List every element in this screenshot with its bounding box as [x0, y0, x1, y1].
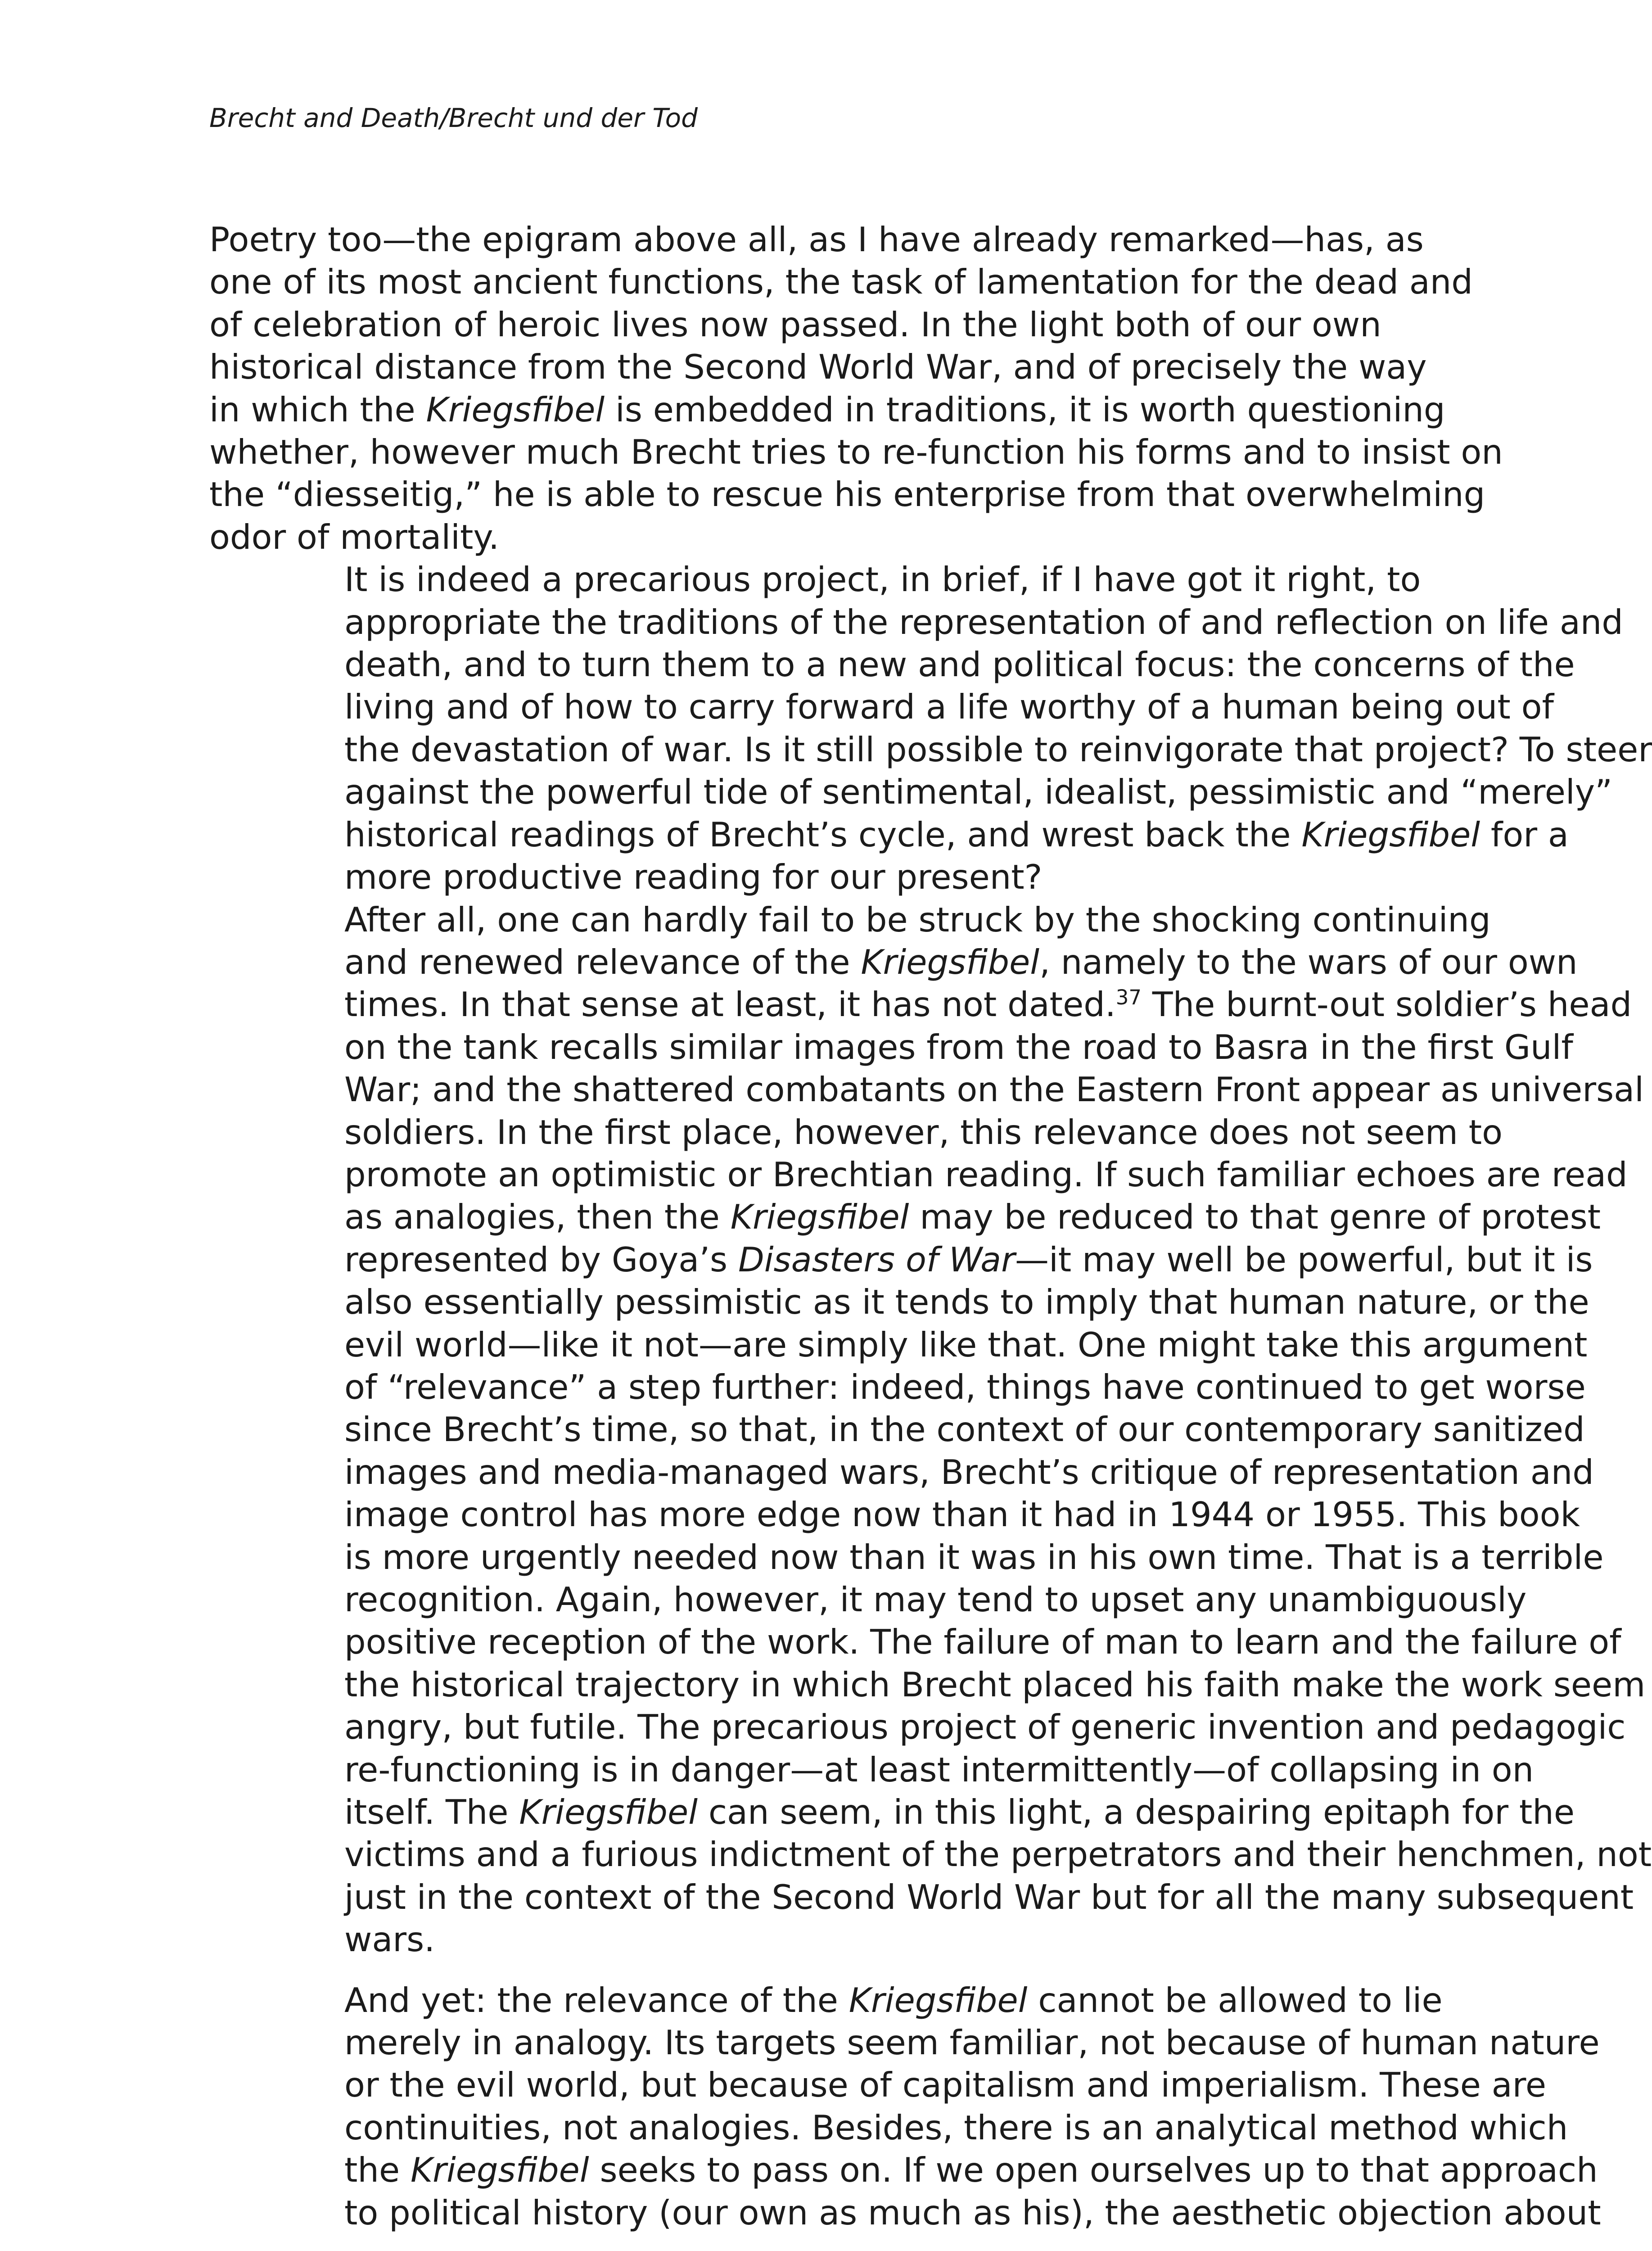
- text-run: the “diesseitig,” he is able to rescue his enterprise from that overwhelming: [209, 475, 1485, 515]
- text-run: War; and the shattered combatants on the Eastern Front appear as universal: [344, 1070, 1644, 1110]
- text-run: images and media-managed wars, Brecht’s critique of representation and: [344, 1452, 1594, 1492]
- text-line: [209, 1791, 1575, 1833]
- text-run: in which the: [209, 389, 426, 429]
- text-run: itself. The: [344, 1792, 519, 1832]
- text-run: and renewed relevance of the: [344, 942, 861, 982]
- text-line: [209, 1153, 1628, 1196]
- text-run: represented by Goya’s: [344, 1239, 738, 1279]
- paragraph: [209, 218, 1503, 558]
- text-run: angry, but futile. The precarious project of generic invention and pedagogic: [344, 1707, 1626, 1747]
- text-line: [209, 1408, 1585, 1451]
- text-run: the devastation of war. Is it still possible to reinvigorate that project? To steer: [344, 729, 1652, 769]
- text-line: [209, 643, 1575, 686]
- text-line: [209, 686, 1554, 728]
- text-run: just in the context of the Second World War but for all the many subsequent: [344, 1877, 1634, 1917]
- text-run: living and of how to carry forward a life worthy of a human being out of: [344, 687, 1554, 727]
- text-run: the: [344, 2150, 411, 2190]
- text-line: [209, 1196, 1601, 1238]
- text-run: —it may well be powerful, but it is: [1015, 1239, 1593, 1279]
- italic-title: Kriegsfibel: [849, 1980, 1028, 2020]
- text-run: promote an optimistic or Brechtian reading. If such familiar echoes are read: [344, 1154, 1628, 1194]
- text-line: [209, 1111, 1503, 1153]
- text-run: death, and to turn them to a new and political focus: the concerns of the: [344, 645, 1575, 685]
- text-line: [209, 516, 1380, 558]
- text-run: It is indeed a precarious project, in brief, if I have got it right, to: [344, 560, 1421, 600]
- text-line: [209, 983, 1632, 1026]
- text-run: times. In that sense at least, it has not dated.: [344, 985, 1116, 1025]
- text-run: odor of mortality.: [209, 517, 499, 557]
- footnote-ref: 37: [1115, 985, 1142, 1010]
- text-line: [209, 389, 1445, 431]
- text-line: [209, 1451, 1594, 1493]
- text-line: [209, 1749, 1534, 1791]
- text-run: or the evil world, but because of capitalism and imperialism. These are: [344, 2065, 1546, 2105]
- text-run: also essentially pessimistic as it tends to imply that human nature, or the: [344, 1282, 1589, 1322]
- text-run: on the tank recalls similar images from the road to Basra in the first Gulf: [344, 1027, 1573, 1067]
- running-head: Brecht and Death/Brecht und der Tod: [209, 103, 698, 133]
- text-line: [209, 899, 1491, 941]
- text-run: After all, one can hardly fail to be struck by the shocking continuing: [344, 899, 1491, 940]
- text-line: [209, 1068, 1644, 1111]
- text-line: [209, 1324, 1588, 1366]
- italic-title: Kriegsfibel: [730, 1197, 909, 1237]
- text-line: [209, 2149, 1598, 2191]
- text-run: soldiers. In the first place, however, this relevance does not seem to: [344, 1112, 1503, 1152]
- text-line: [209, 1281, 1589, 1323]
- text-line: [209, 1918, 1380, 1961]
- text-line: [209, 1366, 1586, 1408]
- text-line: [209, 558, 1421, 601]
- text-line: [209, 346, 1427, 388]
- text-run: can seem, in this light, a despairing epitaph for the: [697, 1792, 1575, 1832]
- text-run: image control has more edge now than it had in 1944 or 1955. This book: [344, 1495, 1580, 1535]
- text-line: [209, 814, 1569, 856]
- text-line: [209, 728, 1652, 771]
- text-run: re-functioning is in danger—at least intermittently—of collapsing in on: [344, 1749, 1534, 1790]
- text-run: The burnt-out soldier’s head: [1141, 985, 1632, 1025]
- text-line: [209, 1706, 1626, 1748]
- text-run: historical distance from the Second World War, and of precisely the way: [209, 347, 1427, 387]
- text-run: evil world—like it not—are simply like that. One might take this argument: [344, 1324, 1588, 1365]
- text-run: wars.: [344, 1920, 435, 1960]
- text-run: for a: [1480, 814, 1569, 854]
- text-run: recognition. Again, however, it may tend to upset any unambiguously: [344, 1580, 1527, 1619]
- text-run: , namely to the wars of our own: [1039, 942, 1578, 982]
- text-line: [209, 1536, 1604, 1578]
- text-run: continuities, not analogies. Besides, there is an analytical method which: [344, 2107, 1568, 2147]
- text-line: [209, 771, 1612, 813]
- paragraph: [209, 1979, 1601, 2234]
- text-line: [209, 261, 1473, 303]
- paragraph-gap: [209, 1961, 1380, 1979]
- text-line: [209, 218, 1424, 261]
- text-line: [209, 473, 1485, 515]
- text-run: historical readings of Brecht’s cycle, and wrest back the: [344, 814, 1302, 854]
- italic-title: Kriegsfibel: [519, 1792, 698, 1832]
- text-run: of celebration of heroic lives now passed. In the light both of our own: [209, 304, 1381, 344]
- text-run: victims and a furious indictment of the perpetrators and their henchmen, not: [344, 1835, 1652, 1875]
- paragraph: [209, 899, 1652, 1961]
- text-run: is more urgently needed now than it was in his own time. That is a terrible: [344, 1537, 1604, 1577]
- text-run: may be reduced to that genre of protest: [909, 1197, 1601, 1237]
- text-run: seeks to pass on. If we open ourselves up to that approach: [589, 2150, 1598, 2190]
- body-text: [209, 218, 1652, 2234]
- text-run: positive reception of the work. The failure of man to learn and the failure of: [344, 1622, 1621, 1662]
- text-line: [209, 1239, 1593, 1281]
- text-run: to political history (our own as much as his), the aesthetic objection about: [344, 2192, 1601, 2233]
- text-line: [209, 1876, 1634, 1918]
- text-run: against the powerful tide of sentimental, idealist, pessimistic and “merely”: [344, 772, 1612, 812]
- text-line: [209, 1578, 1527, 1621]
- text-run: more productive reading for our present?: [344, 857, 1043, 897]
- paragraph: [209, 558, 1652, 898]
- text-line: [209, 2192, 1601, 2234]
- text-run: appropriate the traditions of the representation of and reflection on life and: [344, 602, 1623, 642]
- text-line: [209, 1663, 1646, 1706]
- text-run: since Brecht’s time, so that, in the context of our contemporary sanitized: [344, 1410, 1585, 1450]
- text-line: [209, 2064, 1546, 2106]
- italic-title: Kriegsfibel: [861, 942, 1040, 982]
- text-line: [209, 601, 1623, 643]
- text-line: [209, 856, 1380, 898]
- text-run: And yet: the relevance of the: [344, 1980, 849, 2020]
- text-run: merely in analogy. Its targets seem familiar, not because of human nature: [344, 2023, 1600, 2063]
- text-line: [209, 2021, 1600, 2064]
- italic-title: Disasters of War: [738, 1239, 1015, 1279]
- text-line: [209, 431, 1503, 473]
- text-line: [209, 303, 1380, 346]
- italic-title: Kriegsfibel: [426, 389, 605, 429]
- text-line: [209, 2106, 1568, 2149]
- text-line: [209, 1833, 1652, 1876]
- text-run: the historical trajectory in which Brecht placed his faith make the work seem: [344, 1664, 1646, 1704]
- text-run: is embedded in traditions, it is worth questioning: [605, 389, 1445, 429]
- text-line: [209, 941, 1578, 983]
- text-line: [209, 1979, 1443, 2021]
- text-run: as analogies, then the: [344, 1197, 731, 1237]
- italic-title: Kriegsfibel: [1301, 814, 1480, 854]
- text-line: [209, 1026, 1573, 1068]
- text-run: of “relevance” a step further: indeed, things have continued to get worse: [344, 1367, 1586, 1407]
- italic-title: Kriegsfibel: [410, 2150, 589, 2190]
- text-line: [209, 1493, 1580, 1536]
- text-run: Poetry too—the epigram above all, as I have already remarked—has, as: [209, 220, 1424, 259]
- text-run: cannot be allowed to lie: [1027, 1980, 1443, 2020]
- text-run: one of its most ancient functions, the task of lamentation for the dead and: [209, 262, 1473, 302]
- text-line: [209, 1621, 1621, 1663]
- text-run: whether, however much Brecht tries to re-function his forms and to insist on: [209, 432, 1503, 472]
